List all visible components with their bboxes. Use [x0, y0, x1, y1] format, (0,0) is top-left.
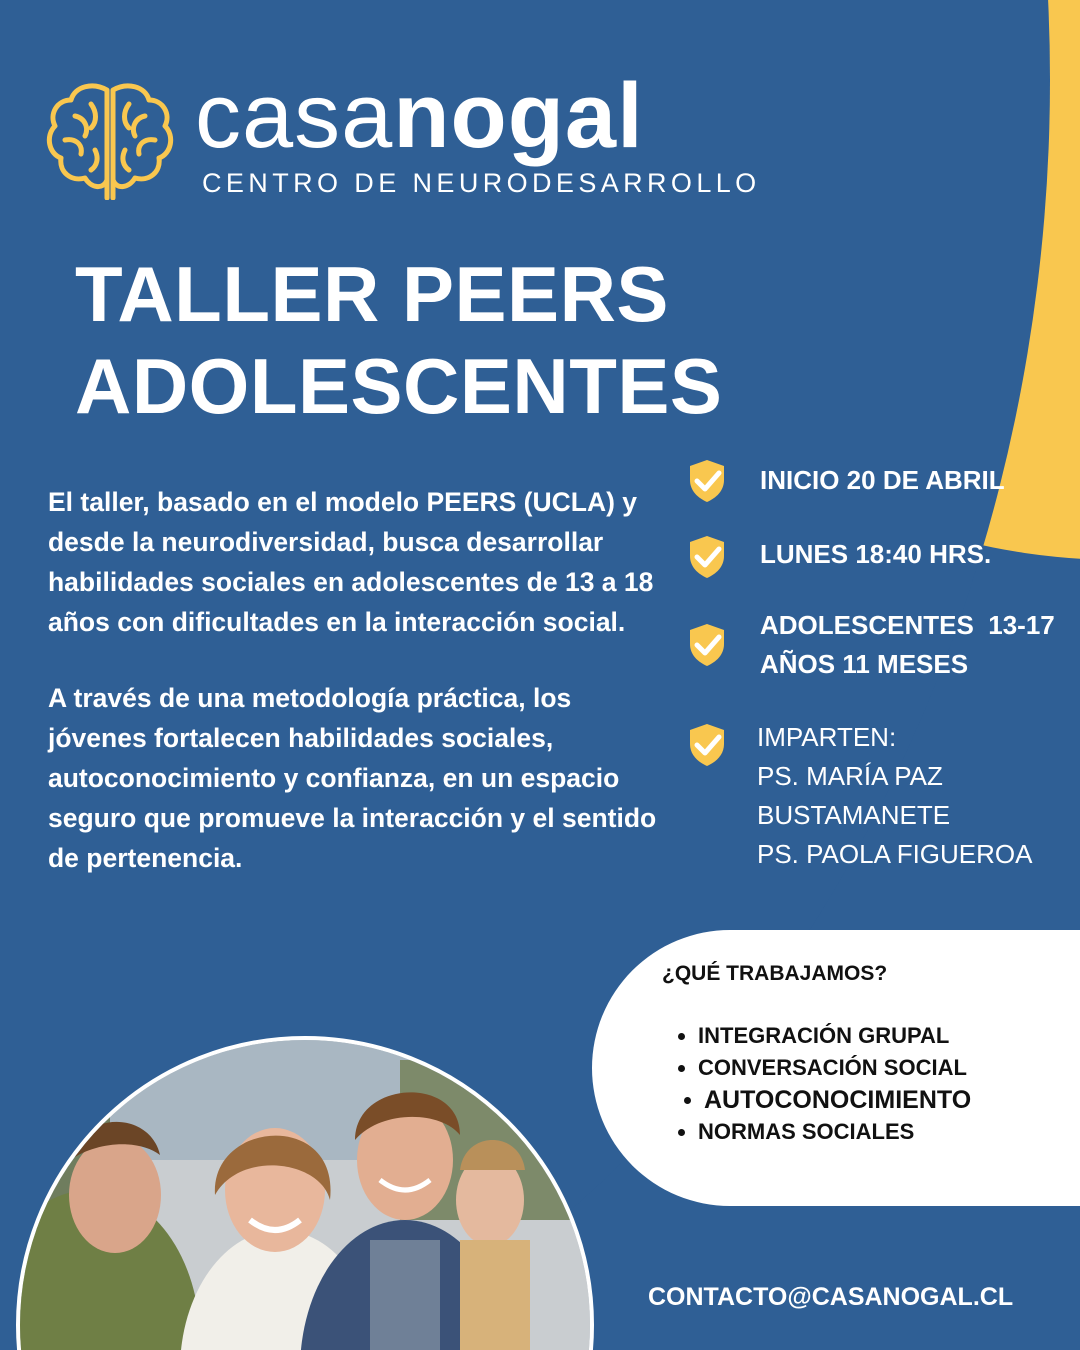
detail-line: INICIO 20 DE ABRIL	[760, 465, 1005, 495]
detail-line: LUNES 18:40 HRS.	[760, 539, 992, 569]
detail-line: BUSTAMANETE	[757, 800, 951, 830]
check-shield-icon	[686, 722, 728, 768]
list-item: NORMAS SOCIALES	[672, 1116, 971, 1148]
check-shield-icon	[686, 458, 728, 504]
topics-card	[592, 930, 1080, 1206]
brain-icon	[45, 80, 175, 200]
topics-list	[672, 1020, 971, 1148]
check-shield-icon	[686, 622, 728, 668]
detail-label	[760, 535, 991, 574]
brand-logo	[45, 65, 761, 202]
detail-label	[757, 718, 1033, 874]
contact-email[interactable]: CONTACTO@CASANOGAL.CL	[648, 1283, 1014, 1311]
list-item: AUTOCONOCIMIENTO	[678, 1084, 971, 1116]
detail-line: PS. PAOLA FIGUEROA	[757, 839, 1033, 869]
detail-line: PS. MARÍA PAZ	[757, 761, 943, 791]
detail-label	[760, 461, 1005, 500]
brand-tagline: CENTRO DE NEURODESARROLLO	[202, 168, 761, 198]
brand-name-bold: nogal	[393, 65, 644, 167]
title-line-1: TALLER PEERS	[75, 250, 669, 338]
title-line-2: ADOLESCENTES	[75, 342, 723, 430]
detail-line: AÑOS 11 MESES	[760, 649, 969, 679]
detail-label	[760, 606, 1055, 684]
description	[48, 482, 658, 878]
page-title	[75, 248, 722, 432]
list-item: CONVERSACIÓN SOCIAL	[672, 1052, 971, 1084]
description-paragraph-2: A través de una metodología práctica, los jóvenes fortalecen habilidades sociales, autoconocimiento y confianza, en un espacio seguro que promueve la interacción y el sentido de pertenencia.	[48, 683, 657, 873]
description-paragraph-1: El taller, basado en el modelo PEERS (UCLA) y desde la neurodiversidad, busca desarrollar habilidades sociales en adolescentes de 13 a 18 años con dificultades en la interacción social.	[48, 487, 654, 637]
brand-name-light: casa	[195, 65, 394, 167]
detail-line: ADOLESCENTES 13-17	[760, 610, 1055, 640]
brand-wordmark	[195, 66, 644, 166]
detail-line: IMPARTEN:	[757, 722, 897, 752]
check-shield-icon	[686, 534, 728, 580]
list-item: INTEGRACIÓN GRUPAL	[672, 1020, 971, 1052]
topics-title: ¿QUÉ TRABAJAMOS?	[662, 962, 888, 985]
